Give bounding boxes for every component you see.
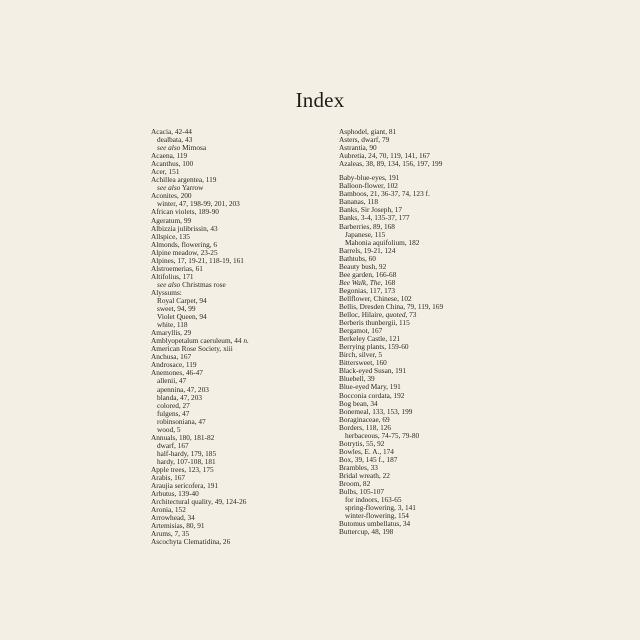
- index-entry-text: Bog bean, 34: [339, 398, 378, 408]
- index-entry-text: Arrowhead, 34: [151, 513, 195, 523]
- index-entry-text: spring-flowering, 3, 141: [345, 503, 416, 513]
- index-entry-text: fulgens, 47: [157, 408, 190, 418]
- index-entry-text: Albizzia julibrissin, 43: [151, 223, 218, 233]
- index-entry-text: see also: [157, 183, 181, 193]
- index-entry-text: Acaena, 119: [151, 151, 188, 161]
- index-entry-text: herbaceous, 74-75, 79-80: [345, 430, 420, 440]
- index-entry-text: Azaleas, 38, 89, 134, 156, 197, 199: [339, 159, 443, 169]
- index-entry-text: 168: [382, 277, 396, 287]
- index-entry-text: Berkeley Castle, 121: [339, 334, 400, 344]
- index-entry-text: Acer, 151: [151, 167, 180, 177]
- index-entry-text: apennina, 47, 203: [157, 384, 209, 394]
- index-entry-text: Banks, Sir Joseph, 17: [339, 205, 403, 215]
- index-entry-text: Banks, 3-4, 135-37, 177: [339, 213, 410, 223]
- index-entry-text: Balloon-flower, 102: [339, 181, 398, 191]
- index-entry-text: Anchusa, 167: [151, 352, 192, 362]
- index-entry-text: Amaryllis, 29: [151, 328, 192, 338]
- index-entry-text: Bamboos, 21, 36-37, 74, 123 f.: [339, 189, 430, 199]
- index-entry-text: winter-flowering, 154: [345, 511, 409, 521]
- index-entry-text: Amblyopetalum caeruleum, 44: [151, 336, 244, 346]
- index-entry-text: Asphodel, giant, 81: [339, 127, 397, 136]
- index-entry-text: Bee Walk, The,: [339, 277, 383, 287]
- index-entry: [339, 528, 443, 536]
- index-entry-text: see also: [157, 279, 181, 289]
- index-entry-text: for indoors, 163-65: [345, 495, 402, 505]
- index-entry-text: winter, 47, 198-99, 201, 203: [157, 199, 240, 209]
- index-entry-text: Arbutus, 139-40: [151, 489, 199, 499]
- index-entry-text: 73: [407, 310, 417, 320]
- index-entry-text: wood, 5: [157, 424, 181, 434]
- index-entry-text: Ageratum, 99: [151, 215, 192, 225]
- index-entry-text: Bridal wreath, 22: [339, 470, 390, 480]
- index-entry-text: Alpine meadow, 23-25: [151, 247, 218, 257]
- index-entry-text: Ascochyta Clematidina, 26: [151, 537, 231, 547]
- index-entry-text: robinsoniana, 47: [157, 416, 206, 426]
- index-entry-text: Black-eyed Susan, 191: [339, 366, 407, 376]
- index-entry-text: Yarrow: [180, 183, 204, 193]
- index-entry-text: Bonemeal, 133, 153, 199: [339, 406, 413, 416]
- index-entry: [151, 538, 249, 546]
- index-entry-text: Alyssums:: [151, 287, 182, 297]
- index-entry-text: Bellis, Dresden China, 79, 119, 169: [339, 301, 444, 311]
- index-entry-text: Barberries, 89, 168: [339, 221, 395, 231]
- index-entry-text: Alpines, 17, 19-21, 118-19, 161: [151, 255, 244, 265]
- index-entry-text: dwarf, 167: [157, 440, 189, 450]
- index-entry-text: Bulbs, 105-107: [339, 487, 384, 497]
- index-entry-text: Architectural quality, 49, 124-26: [151, 497, 247, 507]
- index-entry-text: n.: [243, 336, 249, 346]
- index-entry-text: Bocconia cordata, 192: [339, 390, 405, 400]
- index-entry-text: Allspice, 135: [151, 231, 190, 241]
- index-entry-text: quoted,: [385, 310, 408, 320]
- index-entry-text: Arabis, 167: [151, 473, 186, 483]
- index-entry-text: Arums, 7, 35: [151, 529, 190, 539]
- index-entry-text: American Rose Society, xiii: [151, 344, 233, 354]
- index-entry-text: Apple trees, 123, 175: [151, 464, 214, 474]
- index-entry-text: Box, 39, 145 f., 187: [339, 454, 398, 464]
- index-entry-text: Bluebell, 39: [339, 374, 375, 384]
- index-entry-text: Blue-eyed Mary, 191: [339, 382, 401, 392]
- index-column-left: [151, 128, 249, 546]
- index-entry-text: Anemones, 46-47: [151, 368, 203, 378]
- index-entry-text: Aubretia, 24, 70, 119, 141, 167: [339, 151, 430, 161]
- index-entry-text: Araujia sericofera, 191: [151, 481, 219, 491]
- index-entry-text: see also: [157, 143, 181, 153]
- index-entry-text: Barrels, 19-21, 124: [339, 245, 396, 255]
- index-entry-text: Annuals, 180, 181-82: [151, 432, 215, 442]
- index-entry-text: Beauty bush, 92: [339, 261, 387, 271]
- index-entry-text: Bergamot, 167: [339, 326, 383, 336]
- index-entry-text: Brambles, 33: [339, 462, 378, 472]
- index-entry-text: Bittersweet, 160: [339, 358, 387, 368]
- index-entry-text: Almonds, flowering, 6: [151, 239, 218, 249]
- index-entry-text: Astrantia, 90: [339, 143, 377, 153]
- index-entry: [339, 160, 443, 168]
- index-entry-text: Boraginaceae, 69: [339, 414, 390, 424]
- index-entry-text: sweet, 94, 99: [157, 304, 196, 314]
- index-entry-text: Borders, 118, 126: [339, 422, 392, 432]
- index-entry-text: African violets, 189-90: [151, 207, 219, 217]
- index-entry-text: dealbata, 43: [157, 135, 193, 145]
- index-entry-text: Bananas, 118: [339, 197, 379, 207]
- index-entry-text: Belloc, Hilaire,: [339, 310, 386, 320]
- index-entry-text: colored, 27: [157, 400, 190, 410]
- index-column-right: [339, 128, 443, 536]
- index-entry-text: Broom, 82: [339, 479, 371, 489]
- index-entry-text: Alstroemerias, 61: [151, 263, 203, 273]
- index-entry-text: white, 118: [157, 320, 188, 330]
- index-entry-text: Bee garden, 166-68: [339, 269, 397, 279]
- index-entry-text: Baby-blue-eyes, 191: [339, 173, 400, 183]
- index-entry-text: Berberis thunbergii, 115: [339, 318, 410, 328]
- index-entry-text: Botrytis, 55, 92: [339, 438, 385, 448]
- index-entry-text: Butomus umbellatus, 34: [339, 519, 411, 529]
- index-entry-text: Mahonia aquifolium, 182: [345, 237, 420, 247]
- index-entry-text: Asters, dwarf, 79: [339, 135, 390, 145]
- index-entry-text: Aconites, 200: [151, 191, 192, 201]
- index-entry-text: Christmas rose: [180, 279, 226, 289]
- index-entry-text: Altifolius, 171: [151, 271, 194, 281]
- index-entry-text: Japanese, 115: [345, 229, 386, 239]
- index-entry-text: Buttercup, 48, 198: [339, 527, 394, 537]
- index-entry-text: half-hardy, 179, 185: [157, 448, 217, 458]
- index-entry-text: Royal Carpet, 94: [157, 295, 207, 305]
- index-entry-text: Acanthus, 100: [151, 159, 194, 169]
- index-entry-text: Berrying plants, 159-60: [339, 342, 409, 352]
- index-entry-text: hardy, 107-108, 181: [157, 456, 216, 466]
- index-entry-text: Artemisias, 80, 91: [151, 521, 205, 531]
- index-entry-text: Violet Queen, 94: [157, 312, 207, 322]
- index-entry-text: Bowles, E. A., 174: [339, 446, 394, 456]
- index-entry-text: Achillea argentea, 119: [151, 175, 217, 185]
- index-entry-text: Begonias, 117, 173: [339, 285, 396, 295]
- index-entry-text: Mimosa: [180, 143, 207, 153]
- index-entry-text: Bellflower, Chinese, 102: [339, 293, 412, 303]
- index-entry-text: blanda, 47, 203: [157, 392, 202, 402]
- index-entry-text: Bathtubs, 60: [339, 253, 376, 263]
- index-entry-text: Acacia, 42-44: [151, 127, 192, 136]
- index-entry-text: Birch, silver, 5: [339, 350, 383, 360]
- index-entry-text: allenii, 47: [157, 376, 187, 386]
- index-entry-text: Androsace, 119: [151, 360, 197, 370]
- page-title: Index: [295, 88, 345, 112]
- index-entry-text: Aronia, 152: [151, 505, 186, 515]
